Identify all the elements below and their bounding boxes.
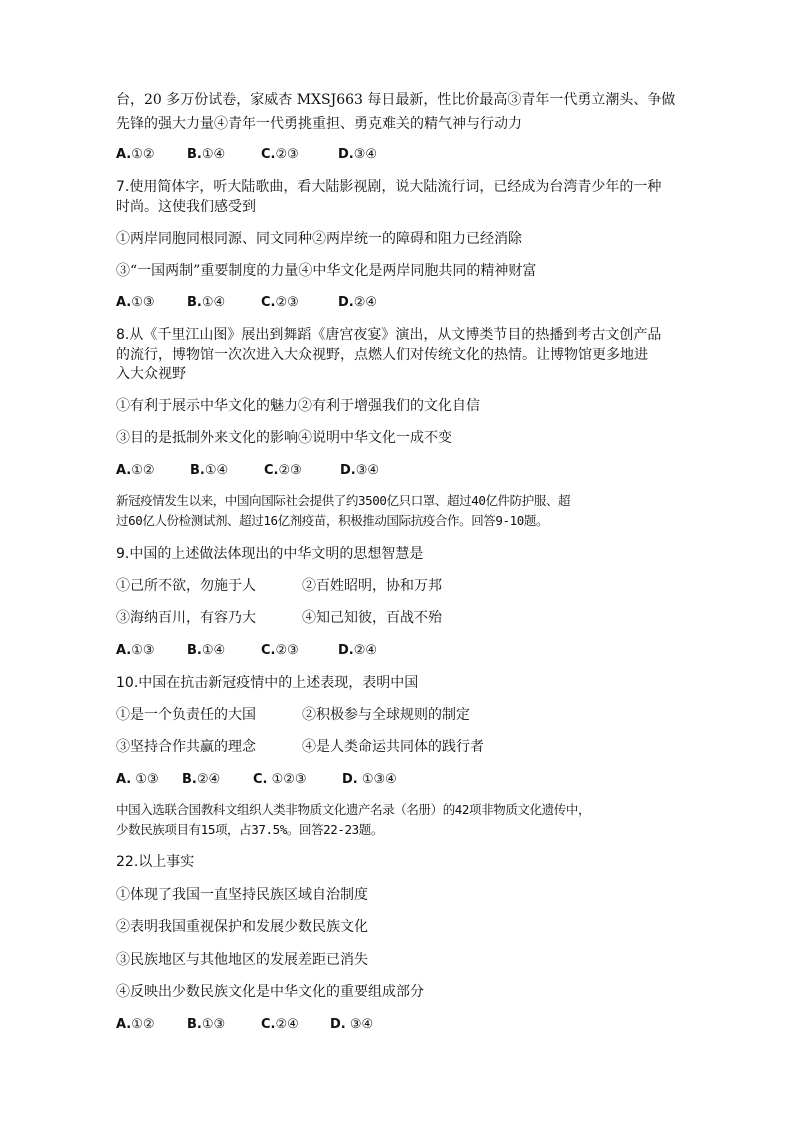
q10-choice-2: ②积极参与全球规则的制定 [302, 707, 470, 723]
q22-option-d: D. ③④ [330, 1017, 374, 1032]
material-9-10-line-2: 过60亿人份检测试剂、超过16亿剂疫苗，积极推动国际抗疫合作。回答9-10题。 [116, 513, 549, 528]
q6-option-c: C.②③ [261, 147, 299, 162]
q7-stem-line-2: 时尚。这使我们感受到 [116, 199, 256, 215]
q9-choice-2: ②百姓昭明，协和万邦 [302, 578, 442, 594]
q10-stem: 10.中国在抗击新冠疫情中的上述表现，表明中国 [116, 675, 419, 691]
q6-text-line-2: 先锋的强大力量④青年一代勇挑重担、勇克难关的精气神与行动力 [116, 116, 522, 132]
q8-stem-line-1: 8.从《千里江山图》展出到舞蹈《唐宫夜宴》演出，从文博类节目的热播到考古文创产品 [116, 327, 662, 343]
q8-choice-line-1: ①有利于展示中华文化的魅力②有利于增强我们的文化自信 [116, 398, 480, 414]
material-9-10-line-1: 新冠疫情发生以来，中国向国际社会提供了约3500亿只口罩、超过40亿件防护服、超 [116, 493, 571, 508]
q9-choice-3: ③海纳百川，有容乃大 [116, 610, 256, 626]
q7-option-b: B.①④ [187, 295, 226, 310]
q6-text-line-1: 台，20 多万份试卷，家威杏 MXSJ663 每日最新，性比价最高③青年一代勇立潮头、争做 [116, 92, 676, 108]
q22-choice-2: ②表明我国重视保护和发展少数民族文化 [116, 919, 368, 935]
material-22-23-line-1: 中国入选联合国教科文组织人类非物质文化遗产名录（名册）的42项非物质文化遗传中， [116, 802, 591, 817]
q8-option-b: B.①④ [190, 463, 229, 478]
q7-choice-line-2: ③“一国两制”重要制度的力量④中华文化是两岸同胞共同的精神财富 [116, 263, 537, 279]
q8-option-c: C.②③ [264, 463, 302, 478]
q22-option-a: A.①② [116, 1017, 155, 1032]
q22-choice-4: ④反映出少数民族文化是中华文化的重要组成部分 [116, 984, 424, 1000]
q7-stem-line-1: 7.使用简体字，听大陆歌曲，看大陆影视剧，说大陆流行词，已经成为台湾青少年的一种 [116, 179, 662, 195]
q22-option-b: B.①③ [187, 1017, 226, 1032]
q9-option-a: A.①③ [116, 643, 155, 658]
q22-choice-1: ①体现了我国一直坚持民族区域自治制度 [116, 887, 368, 903]
q22-choice-3: ③民族地区与其他地区的发展差距已消失 [116, 952, 368, 968]
q9-choice-4: ④知己知彼，百战不殆 [302, 610, 442, 626]
q9-option-b: B.①④ [187, 643, 226, 658]
q10-option-a: A. ①③ [116, 772, 159, 787]
q6-option-b: B.①④ [187, 147, 226, 162]
q9-choice-1: ①己所不欲，勿施于人 [116, 578, 256, 594]
q8-stem-line-3: 入大众视野 [116, 366, 186, 382]
q9-option-d: D.②④ [338, 643, 378, 658]
q8-stem-line-2: 的流行，博物馆一次次进入大众视野，点燃人们对传统文化的热情。让博物馆更多地进 [116, 347, 648, 363]
q10-choice-1: ①是一个负责任的大国 [116, 707, 256, 723]
material-22-23-line-2: 少数民族项目有15项，占37.5%。回答22-23题。 [116, 822, 384, 837]
q22-option-c: C.②④ [261, 1017, 299, 1032]
q9-stem: 9.中国的上述做法体现出的中华文明的思想智慧是 [116, 546, 424, 562]
q7-option-a: A.①③ [116, 295, 155, 310]
q10-option-d: D. ①③④ [342, 772, 397, 787]
q22-stem: 22.以上事实 [116, 854, 195, 870]
q8-option-d: D.③④ [340, 463, 380, 478]
q7-option-d: D.②④ [338, 295, 378, 310]
q6-option-a: A.①② [116, 147, 155, 162]
q10-option-b: B.②④ [182, 772, 221, 787]
q9-option-c: C.②③ [261, 643, 299, 658]
q10-choice-4: ④是人类命运共同体的践行者 [302, 739, 484, 755]
q10-choice-3: ③坚持合作共赢的理念 [116, 739, 256, 755]
q10-option-c: C. ①②③ [253, 772, 307, 787]
q8-choice-line-2: ③目的是抵制外来文化的影响④说明中华文化一成不变 [116, 430, 452, 446]
q7-option-c: C.②③ [261, 295, 299, 310]
q6-option-d: D.③④ [338, 147, 378, 162]
q8-option-a: A.①② [116, 463, 155, 478]
q7-choice-line-1: ①两岸同胞同根同源、同文同种②两岸统一的障碍和阻力已经消除 [116, 231, 522, 247]
